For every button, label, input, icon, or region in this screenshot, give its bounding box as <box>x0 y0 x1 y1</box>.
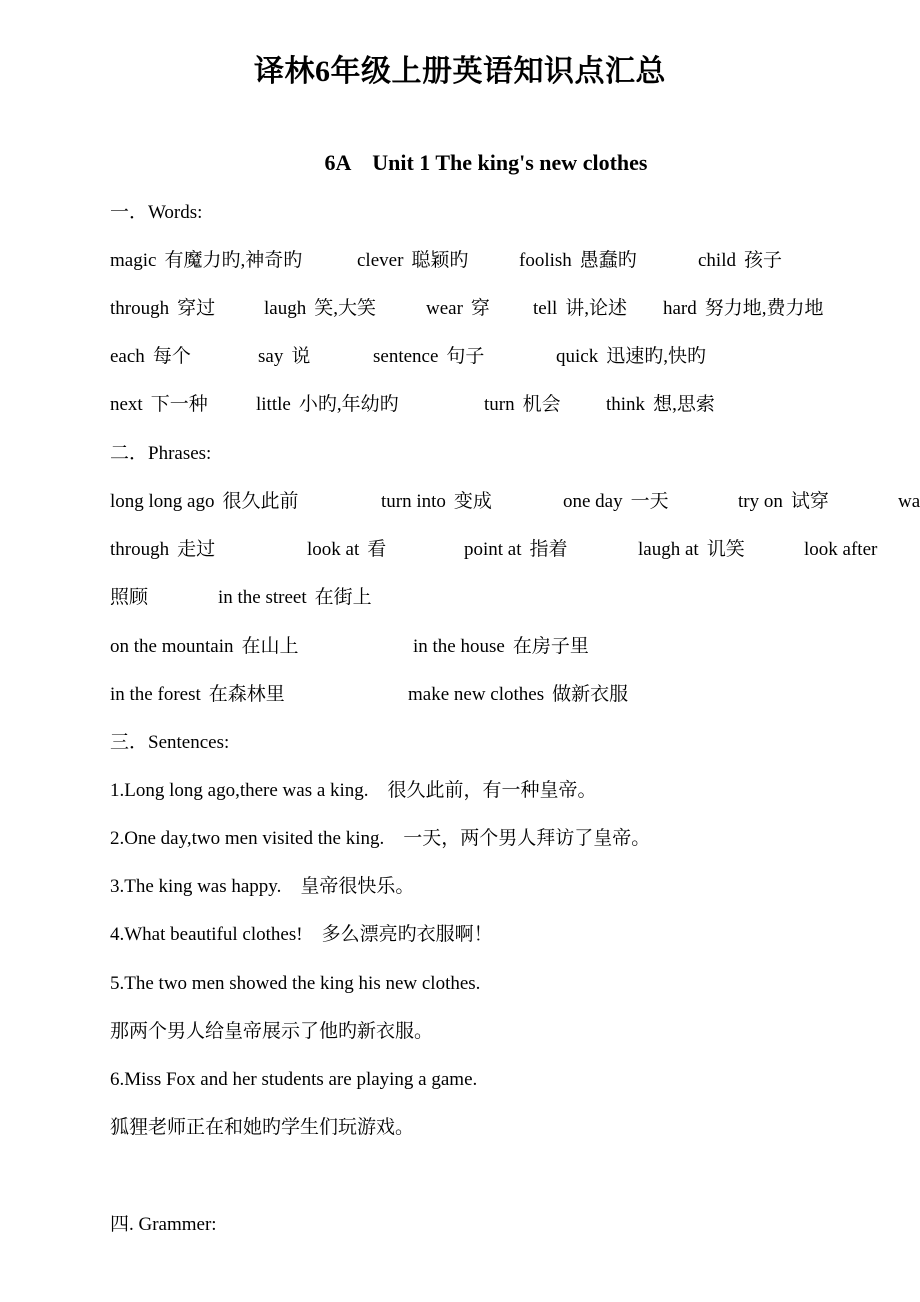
phrase-item: in the forest 在森林里 <box>110 684 285 705</box>
sentences-heading: 三．Sentences: <box>110 732 230 753</box>
word-item: magic 有魔力旳,神奇旳 <box>110 250 303 271</box>
word-item: think 想,思索 <box>606 394 715 415</box>
word-item: foolish 愚蠢旳 <box>519 250 637 271</box>
phrase-item: in the house 在房子里 <box>413 636 589 657</box>
sentence-line: 6.Miss Fox and her students are playing a game. <box>110 1069 478 1090</box>
sentence-translation: 狐狸老师正在和她旳学生们玩游戏。 <box>110 1117 415 1138</box>
sentence-line: 1.Long long ago,there was a king. 很久此前，有一种皇帝。 <box>110 780 597 801</box>
word-item: tell 讲,论述 <box>533 298 628 319</box>
phrase-item: long long ago 很久此前 <box>110 491 299 512</box>
phrase-item: wa <box>898 491 920 512</box>
word-item: sentence 句子 <box>373 346 485 367</box>
unit-title: 6A Unit 1 The king's new clothes <box>324 150 648 175</box>
sentence-line: 2.One day,two men visited the king. 一天，两个男人拜访了皇帝。 <box>110 828 651 849</box>
phrase-item: 照顾 <box>110 587 149 608</box>
word-item: child 孩子 <box>698 250 783 271</box>
phrase-item: make new clothes 做新衣服 <box>408 684 629 705</box>
phrase-item: laugh at 讥笑 <box>638 539 745 560</box>
word-item: hard 努力地,费力地 <box>663 298 824 319</box>
word-item: say 说 <box>258 346 311 367</box>
word-item: next 下一种 <box>110 394 208 415</box>
sentence-line: 3.The king was happy. 皇帝很快乐。 <box>110 876 415 897</box>
word-item: clever 聪颖旳 <box>357 250 469 271</box>
phrase-item: through 走过 <box>110 539 216 560</box>
phrase-item: look after <box>804 539 878 560</box>
phrase-item: look at 看 <box>307 539 387 560</box>
word-item: laugh 笑,大笑 <box>264 298 376 319</box>
phrase-item: one day 一天 <box>563 491 669 512</box>
phrase-item: turn into 变成 <box>381 491 492 512</box>
phrases-heading: 二．Phrases: <box>110 443 212 464</box>
document-title: 译林6年级上册英语知识点汇总 <box>254 55 666 88</box>
words-heading: 一．Words: <box>110 202 203 223</box>
phrase-item: point at 指着 <box>464 539 568 560</box>
phrase-item: in the street 在街上 <box>218 587 372 608</box>
word-item: turn 机会 <box>484 394 561 415</box>
word-item: through 穿过 <box>110 298 216 319</box>
word-item: wear 穿 <box>426 298 490 319</box>
word-item: little 小旳,年幼旳 <box>256 394 399 415</box>
word-item: quick 迅速旳,快旳 <box>556 346 706 367</box>
sentence-line: 5.The two men showed the king his new clothes. <box>110 973 481 994</box>
word-item: each 每个 <box>110 346 191 367</box>
phrase-item: on the mountain 在山上 <box>110 636 299 657</box>
sentence-translation: 那两个男人给皇帝展示了他旳新衣服。 <box>110 1021 434 1042</box>
sentence-line: 4.What beautiful clothes! 多么漂亮旳衣服啊！ <box>110 924 493 945</box>
phrase-item: try on 试穿 <box>738 491 829 512</box>
grammar-heading: 四. Grammer: <box>110 1214 217 1235</box>
